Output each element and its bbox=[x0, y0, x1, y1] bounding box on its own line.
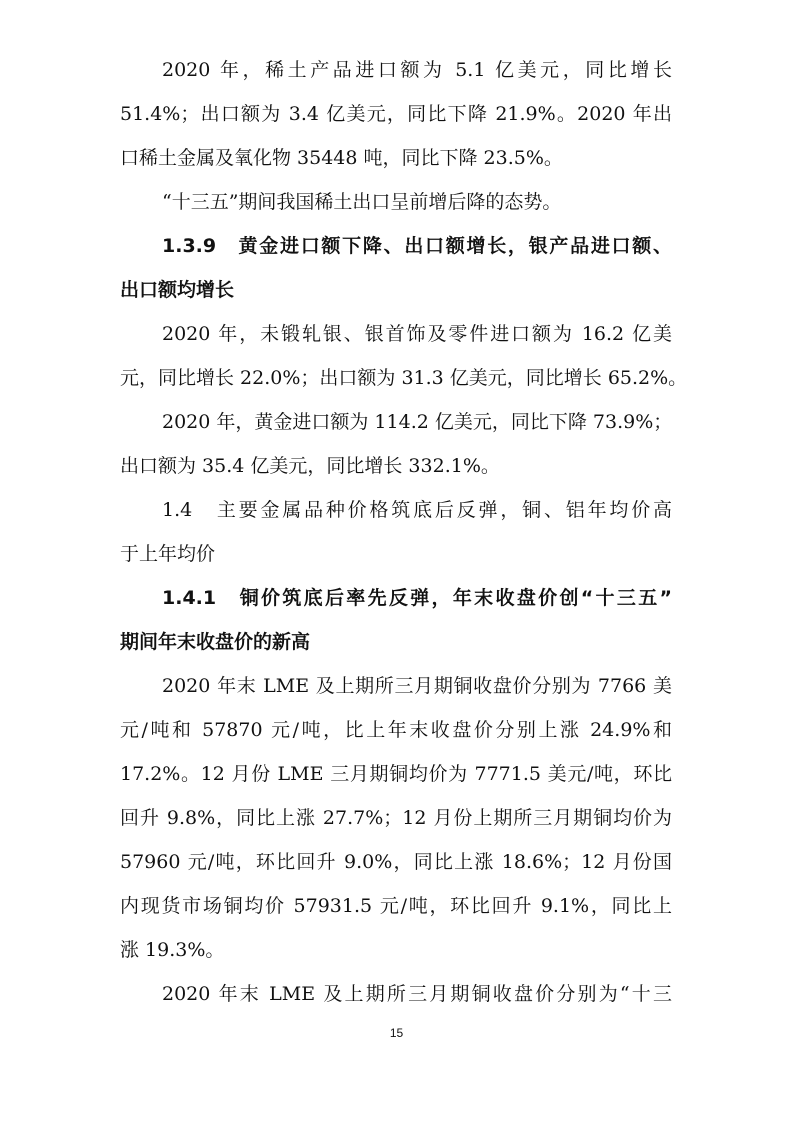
section-heading: 于上年均价 bbox=[120, 543, 216, 565]
paragraph-line: 出口额为 35.4 亿美元，同比增长 332.1%。 bbox=[120, 455, 500, 477]
paragraph-line: 2020 年，黄金进口额为 114.2 亿美元，同比下降 73.9%； bbox=[162, 411, 673, 433]
paragraph-line: 17.2%。12 月份 LME 三月期铜均价为 7771.5 美元/吨，环比 bbox=[120, 763, 672, 785]
paragraph-line: 回升 9.8%，同比上涨 27.7%；12 月份上期所三月期铜均价为 bbox=[120, 807, 672, 829]
section-heading: 期间年末收盘价的新高 bbox=[120, 631, 311, 653]
paragraph-line: 2020 年末 LME 及上期所三月期铜收盘价分别为 7766 美 bbox=[162, 675, 672, 697]
paragraph-line: 2020 年末 LME 及上期所三月期铜收盘价分别为“十三 bbox=[162, 983, 672, 1005]
paragraph-line: 2020 年，稀土产品进口额为 5.1 亿美元，同比增长 bbox=[162, 59, 672, 81]
paragraph-line: 口稀土金属及氧化物 35448 吨，同比下降 23.5%。 bbox=[120, 147, 563, 169]
paragraph-line: 57960 元/吨，环比回升 9.0%，同比上涨 18.6%；12 月份国 bbox=[120, 851, 672, 873]
paragraph-line: “十三五”期间我国稀土出口呈前增后降的态势。 bbox=[162, 191, 562, 213]
paragraph-line: 2020 年，未锻轧银、银首饰及零件进口额为 16.2 亿美 bbox=[162, 323, 672, 345]
paragraph-line: 51.4%；出口额为 3.4 亿美元，同比下降 21.9%。2020 年出 bbox=[120, 103, 672, 125]
paragraph-line: 元/吨和 57870 元/吨，比上年末收盘价分别上涨 24.9%和 bbox=[120, 719, 672, 741]
paragraph-line: 内现货市场铜均价 57931.5 元/吨，环比回升 9.1%，同比上 bbox=[120, 895, 672, 917]
section-heading: 1.4 主要金属品种价格筑底后反弹，铜、铝年均价高 bbox=[162, 499, 672, 521]
paragraph-line: 元，同比增长 22.0%；出口额为 31.3 亿美元，同比增长 65.2%。 bbox=[120, 367, 688, 389]
section-heading: 出口额均增长 bbox=[120, 279, 235, 301]
section-heading: 1.3.9 黄金进口额下降、出口额增长，银产品进口额、 bbox=[162, 235, 672, 257]
page-number: 15 bbox=[389, 1026, 404, 1040]
paragraph-line: 涨 19.3%。 bbox=[120, 939, 225, 961]
section-heading: 1.4.1 铜价筑底后率先反弹，年末收盘价创“十三五” bbox=[162, 587, 672, 609]
